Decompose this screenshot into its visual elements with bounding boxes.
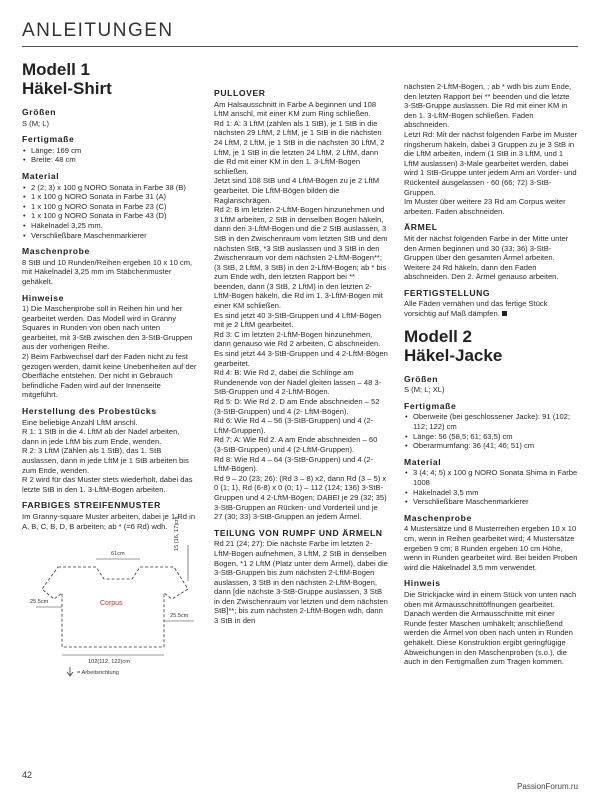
fertigmasse-heading: Fertigmaße bbox=[22, 134, 75, 145]
pullover-p: Rd 4: B: Wie Rd 2, dabei die Schlinge am Rundenende von der Nadel gleiten lassen – 48 3-StB-Gruppen und 4 2-LftM-Bögen. bbox=[214, 368, 382, 397]
dim-right: 25.5cm bbox=[170, 613, 189, 620]
probe-heading: Herstellung des Probestücks bbox=[22, 406, 157, 417]
m2-maschenprobe-text: 4 Mustersätze und 8 Musterreihen ergeben 10 x 10 cm, wenn in Reihen gearbeitet wird; 4 Mustersätze ergeben 9 cm; 8 Runden ergeben 10 cm Höhe, wenn in Runden gearbeitet wird. Bei beiden Proben wird die Häkelnadel 3,5 mm verwendet. bbox=[404, 524, 578, 572]
groessen-heading: Größen bbox=[22, 107, 57, 117]
m2-maschenprobe-heading: Maschenprobe bbox=[404, 512, 472, 523]
list-item: • Verschließbare Maschenmarkierer bbox=[31, 231, 198, 241]
list-item: • 1 x 100 g NORO Sonata in Farbe 43 (D) bbox=[31, 211, 198, 221]
maschenprobe-text: 8 StB und 10 Runden/Reihen ergeben 10 x 10 cm, mit Häkelnadel 3,25 mm im Stäbchenmuster gehäkelt. bbox=[22, 257, 193, 286]
continuation-text: nächsten 2-LftM-Bogen, ; ab * wdh bis zum Ende, den letzten Rapport bei ** beenden und die letzte 3-StB-Gruppe auslassen. Die Rd mit einer KM in den 1. 3-LftM-Bogen schließen. Faden abschneiden. bbox=[404, 82, 572, 130]
end-square-icon bbox=[502, 311, 507, 316]
pullover-p: Rd 1: A: 3 LftM (zählen als 1 StB), je 1 StB in die nächsten 29 LftM, 2 LftM, je 1 StB in die nächsten 24 LftM, 2 LftM, je 1 StB in die nächsten 30 LftM, 2 LftM, je 1 StB in die letzten 24 LftM, 2 LftM, dann die Rd mit einer KM in den 1. 3-LftM-Bogen schließen. bbox=[214, 118, 385, 176]
groessen-text: S (M; L) bbox=[22, 118, 50, 128]
fertigstellung-heading: FERTIGSTELLUNG bbox=[404, 287, 491, 298]
dim-sleeve: 15 (16, 17)cm bbox=[174, 516, 180, 552]
material-list bbox=[22, 183, 198, 241]
list-item: • 3 (4; 4; 5) x 100 g NORO Sonata Shima in Farbe 1008 bbox=[413, 468, 578, 487]
list-item: • 1 x 100 g NORO Sonata in Farbe 31 (A) bbox=[31, 192, 198, 202]
fertigmasse-list bbox=[22, 146, 198, 165]
list-item: • Breite: 48 cm bbox=[31, 155, 198, 165]
hinweise-1: 1) Die Maschenprobe soll in Reihen hin und her gearbeitet werden. Das Modell wird in Granny Squares in Runden von oben nach unten gearbeitet, mit 3-StB zwischen den 3-StB-Gruppen aus der vorherigen Reihe. bbox=[22, 304, 193, 352]
column-2 bbox=[214, 82, 388, 626]
m2-material-heading: Material bbox=[404, 456, 442, 467]
m2-fertigmasse-list bbox=[404, 412, 578, 450]
list-item: • Verschließbare Maschenmarkierer bbox=[413, 497, 578, 507]
maschenprobe-heading: Maschenprobe bbox=[22, 246, 90, 257]
header-divider bbox=[22, 46, 578, 47]
letzt-rd-2: Im Muster über weitere 23 Rd am Corpus weiter arbeiten. Faden abschneiden. bbox=[404, 197, 566, 216]
hinweise-2: 2) Beim Farbwechsel darf der Faden nicht zu fest gezogen werden, damit keine Unebenheiten auf der Oberfläche entstehen. Der nicht in Gebrauch befindliche Faden wird auf der Innenseite mitgeführt. bbox=[22, 352, 197, 400]
material-heading: Material bbox=[22, 170, 60, 181]
model-1-title: Modell 1 Häkel-Shirt bbox=[22, 60, 112, 98]
list-item: • Länge: 56 (58,5; 61; 63,5) cm bbox=[413, 432, 578, 442]
pullover-p: Rd 9 – 20 (23; 26): (Rd 3 – 8) x2, dann Rd (3 – 5) x 0 (1; 1), Rd (6-8) x 0 (0; 1) – 112 (124; 136) 3-StB-Gruppen und 4 2-LftM-Bögen; DABEI je 29 (32; 35) 3-StB-Gruppen an Rücken- und Vorderteil und je 27 (30; 33) 3-StB-Gruppen an jedem Ärmel. bbox=[214, 473, 387, 522]
watermark: PassionForum.ru bbox=[517, 782, 578, 791]
arrow-legend: = Arbeitsrichtung bbox=[77, 670, 119, 677]
teilung-heading: TEILUNG VON RUMPF UND ÄRMELN bbox=[214, 527, 383, 538]
pullover-p: Jetzt sind 108 StB und 4 LftM-Bögen zu je 2 LftM gearbeitet. Die LftM-Bögen bilden die Raglanschrägen. bbox=[214, 176, 380, 205]
pullover-p: Rd 3: C im letzten 2-LftM-Bogen hinzunehmen, dann genauso wie Rd 2 arbeiten, C abschneiden. Es sind jetzt 44 3-StB-Gruppen und 4 2-LftM-Bögen gearbeitet. bbox=[214, 329, 388, 368]
probe-intro: Eine beliebige Anzahl LftM anschl. bbox=[22, 417, 138, 427]
pullover-p: Rd 7: A: Wie Rd 2. A am Ende abschneiden – 60 (3-StB-Gruppen) und 4 (2-LftM-Gruppen). bbox=[214, 435, 378, 454]
fertigstellung-text: Alle Fäden vernähen und das fertige Stück vorsichtig auf Maß dämpfen. bbox=[404, 299, 548, 319]
column-1 bbox=[22, 60, 198, 687]
section-header: ANLEITUNGEN bbox=[22, 20, 174, 41]
list-item: • Oberarmumfang: 36 (41; 46; 51) cm bbox=[413, 441, 578, 451]
letzt-rd: Letzt Rd: Mit der nächst folgenden Farbe im Muster ringsherum häkeln, dabei 3 Gruppen zu je 3 StB in die LftM arbeiten, indem (1 StB in 3 LftM, und 1 LftM auslassen) 3-Male gearbeitet werden, dabei wird 1 StB-Gruppe unter jedem Arm an Vorder- und Rückenteil ausgelassen - 60 (66; 72) 3-StB-Gruppen. bbox=[404, 129, 578, 197]
m2-hinweis-heading: Hinweis bbox=[404, 578, 441, 589]
dim-bottom: 102(112, 122)cm bbox=[88, 659, 130, 666]
list-item: • Oberweite (bei geschlossener Jacke): 91 (102; 112; 122) cm bbox=[413, 412, 578, 431]
farbiges-heading: FARBIGES STREIFENMUSTER bbox=[22, 500, 161, 511]
list-item: • 2 (2; 3) x 100 g NORO Sonata in Farbe 38 (B) bbox=[31, 183, 198, 193]
m2-groessen-text: S (M; L; XL) bbox=[404, 385, 445, 395]
dim-top: 61cm bbox=[111, 551, 125, 558]
pullover-p: Rd 5: D: Wie Rd 2. D am Ende abschneiden – 52 (3-StB-Gruppen) und 4 (2- LftM-Bögen). bbox=[214, 397, 380, 416]
aermel-text: Mit der nächst folgenden Farbe in der Mitte unter den Armen beginnen und 30 (33; 36) 3-StB-Gruppen über den gesamten Ärmel arbeiten. Weitere 24 Rd häkeln, dann den Faden abschneiden. Den 2. Ärmel genauso arbeiten. bbox=[404, 233, 569, 282]
list-item: • Häkelnadel 3,25 mm. bbox=[31, 221, 198, 231]
pullover-p: Rd 2: B im letzten 2-LftM-Bogen hinzunehmen und 3 LftM arbeiten, 2 StB in denselben Bogen häkeln, dann den 3-LftM-Bogen und die 2 StB auslassen, 3 StB in den Zwischenraum vom letzten StB und dem nächsten StB, *3 StB auslassen und 3 StB in den Zwischenraum vor dem nächsten 2-LftM-Bogen**; (3 StB, 2 LftM, 3 StB) in den 2-LftM-Bogen; ab * bis zum Ende wdh, den letzten Rapport bei ** beenden, dann (3 StB, 2 LftM) in den letzten 2-LftM-Bogen häkeln, die Rd im 1. 3-LftM-Bogen mit einer KM schließen. bbox=[214, 205, 388, 311]
farbiges-text: Im Granny-square Muster arbeiten, dabei je 1 Rd in A, B, C, B, D, B arbeiten; ab * (=6 Rd) wdh. bbox=[22, 511, 196, 531]
corpus-label: Corpus bbox=[100, 600, 123, 608]
pullover-heading: PULLOVER bbox=[214, 88, 266, 98]
list-item: • Häkelnadel 3,5 mm bbox=[413, 488, 578, 498]
pullover-p: Am Halsausschnitt in Farbe A beginnen und 108 LftM anschl, mit einer KM zum Ring schließen. bbox=[214, 99, 377, 119]
list-item: • Länge: 169 cm bbox=[31, 146, 198, 156]
aermel-heading: ÄRMEL bbox=[404, 222, 438, 233]
model-2-title: Modell 2 Häkel-Jacke bbox=[404, 326, 503, 365]
teilung-text: Rd 21 (24; 27): Die nächste Farbe im letzten 2-LftM-Bogen aufnehmen, 3 LftM, 2 StB in denselben Bogen, *1 2 LftM (Platz unter dem Ärmel), dabei die 3-StB-Gruppen bis zum nächsten 2-LftM-Bogen auslassen, 3 StB in den nächsten 2-LftM-Bogen, dann [die nächste 3-StB-Gruppe auslassen, 3 StB in den Zwischenraum vor letzten und dem nächsten StB]**; bis zum nächsten 2-LftM-Bogen wdh, dann 3 StB in den bbox=[214, 539, 388, 626]
page-number: 42 bbox=[22, 770, 33, 780]
pullover-p: Es sind jetzt 40 3-StB-Gruppen und 4 LftM-Bögen mit je 2 LftM gearbeitet. bbox=[214, 310, 382, 330]
dim-left: 25.5cm bbox=[30, 599, 49, 606]
pullover-p: Rd 8: Wie Rd 4 – 64 (3-StB-Gruppen) und 4 (2-LftM-Bögen). bbox=[214, 454, 374, 474]
hinweise-heading: Hinweise bbox=[22, 292, 65, 303]
m2-groessen-heading: Größen bbox=[404, 373, 439, 384]
m2-fertigmasse-heading: Fertigmaße bbox=[404, 400, 457, 411]
column-3 bbox=[404, 82, 578, 667]
probe-r2: R 2: 3 LftM (Zählen als 1 StB), das 1. StB auslassen, dann in jede LftM je 1 StB arbeiten bis zum Ende, wenden. bbox=[22, 446, 189, 475]
probe-r1: R 1: 1 StB in die 4. LftM ab der Nadel arbeiten, dann in jede LftM bis zum Ende, wenden. bbox=[22, 427, 180, 446]
probe-r2b: R 2 wird für das Muster stets wiederholt, dabei das letzte StB in den 1. 3-LftM-Bogen arbeiten. bbox=[22, 475, 193, 494]
list-item: • 1 x 100 g NORO Sonata in Farbe 23 (C) bbox=[31, 202, 198, 212]
pullover-p: Rd 6: Wie Rd 4 – 56 (3-StB-Gruppen) und 4 (2-LftM-Gruppen). bbox=[214, 416, 374, 435]
m2-hinweis-text: Die Strickjacke wird in einem Stück von unten nach oben mit Armausschnittöffnungen gearbeitet. Danach werden die Armausschnitte mit einer Runde fester Maschen umhäkelt; anschließend werden die Ärmel von oben nach unten in Runden gehäkelt. Diese Konstruktion ergibt geringfügige Abweichungen in den Maschenproben (s.o.), die auch in den Fertigmaßen zum Tragen kommen. bbox=[404, 589, 577, 667]
m2-material-list bbox=[404, 468, 578, 506]
